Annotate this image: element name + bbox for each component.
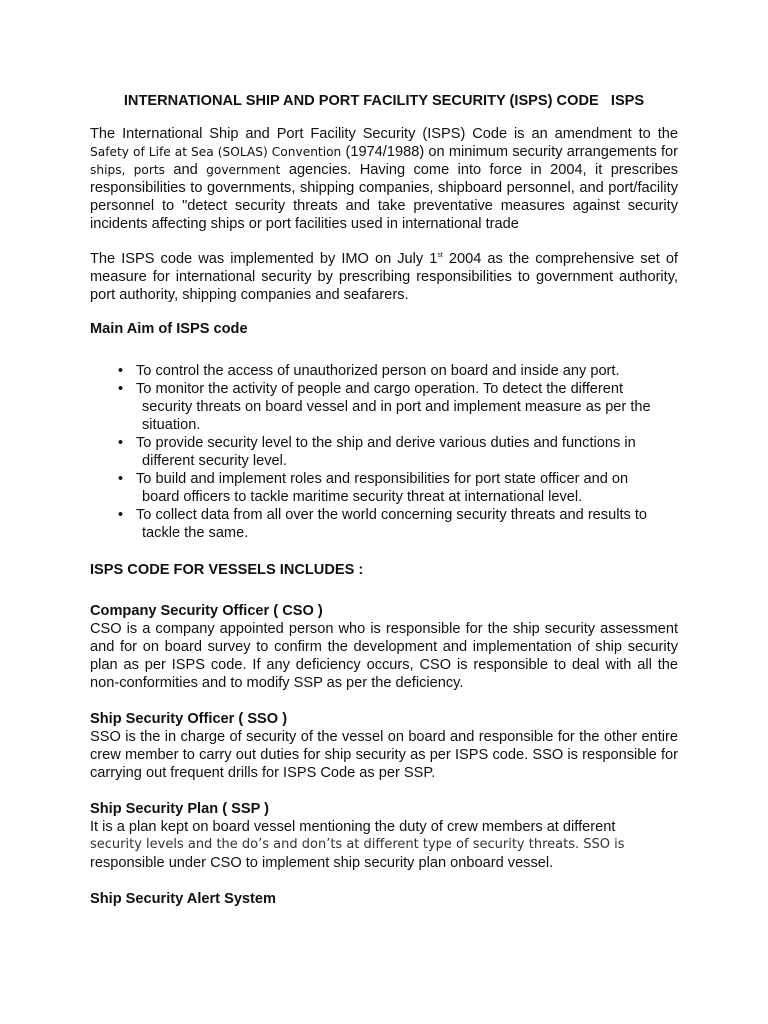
ports-link-text: ports: [133, 163, 165, 177]
ssp-heading: Ship Security Plan ( SSP ): [90, 801, 269, 817]
bullet-icon: •: [118, 507, 124, 523]
intro-text: The International Ship and Port Facility Security (ISPS) Code is an amendment to the: [90, 126, 678, 142]
bullet-icon: •: [118, 471, 124, 487]
ships-link-text: ships: [90, 163, 122, 177]
list-item-continuation: different security level.: [142, 453, 287, 469]
list-item: [90, 506, 678, 542]
bullet-icon: •: [118, 363, 124, 379]
list-item-continuation: security threats on board vessel and in port and implement measure as per the situation.: [142, 399, 651, 433]
ssp-text-line-1: It is a plan kept on board vessel mentioning the duty of crew members at different: [90, 819, 616, 835]
list-item: [90, 362, 678, 380]
list-item: [90, 434, 678, 470]
intro-paragraph-2: [90, 250, 678, 304]
bullet-icon: •: [118, 381, 124, 397]
main-aim-list: [90, 362, 678, 542]
bullet-icon: •: [118, 435, 124, 451]
list-item-text: To provide security level to the ship and derive various duties and functions in: [136, 435, 636, 451]
document-title: INTERNATIONAL SHIP AND PORT FACILITY SECURITY (ISPS) CODE ISPS: [123, 93, 645, 109]
solas-link-text: Safety of Life at Sea (SOLAS) Convention: [90, 145, 342, 159]
ssp-text-line-2: security levels and the do’s and don’ts at different type of security threats. SSO is: [90, 837, 625, 852]
government-link-text: government: [206, 163, 281, 177]
intro2-text: The ISPS code was implemented by IMO on July 1: [90, 251, 438, 267]
ssp-text-line-3: responsible under CSO to implement ship security plan onboard vessel.: [90, 855, 554, 871]
sso-section: [90, 710, 678, 782]
intro-text: and: [164, 162, 207, 178]
ordinal-suffix: st: [437, 252, 443, 260]
list-item: [90, 470, 678, 506]
cso-section: [90, 602, 678, 692]
ssas-heading: Ship Security Alert System: [90, 891, 276, 907]
list-item-continuation: tackle the same.: [142, 525, 249, 541]
intro-text: (1974/1988) on minimum security arrangements for: [341, 144, 678, 160]
list-item-text: To monitor the activity of people and cargo operation. To detect the different: [136, 381, 624, 397]
sso-heading: Ship Security Officer ( SSO ): [90, 711, 288, 727]
cso-heading: Company Security Officer ( CSO ): [90, 603, 323, 619]
intro-text: ,: [121, 163, 134, 177]
list-item-text: To build and implement roles and responsibilities for port state officer and on: [136, 471, 629, 487]
list-item: [90, 380, 678, 434]
cso-text: CSO is a company appointed person who is responsible for the ship security assessment and for on board survey to confirm the development and implementation of ship security plan as per ISPS code. If any deficiency occurs, CSO is responsible to deal with all the non-conformities and to modify SSP as per the deficiency.: [90, 621, 678, 691]
list-item-text: To control the access of unauthorized person on board and inside any port.: [136, 363, 620, 379]
list-item-text: To collect data from all over the world concerning security threats and results to: [136, 507, 648, 523]
list-item-continuation: board officers to tackle maritime security threat at international level.: [142, 489, 583, 505]
intro-paragraph-1: [90, 125, 678, 233]
sso-text: SSO is the in charge of security of the vessel on board and responsible for the other entire crew member to carry out duties for ship security as per ISPS code. SSO is responsible for carrying out frequent drills for ISPS Code as per SSP.: [90, 729, 678, 781]
ssp-section: [90, 800, 678, 872]
main-aim-heading: Main Aim of ISPS code: [90, 321, 248, 337]
vessels-heading: ISPS CODE FOR VESSELS INCLUDES :: [90, 562, 364, 578]
intro2-text: 2004 as the comprehensive set of measure for international security by prescribing responsibilities to government authority, port authority, shipping companies and seafarers.: [90, 251, 678, 303]
intro-text: agencies. Having come into force in 2004, it prescribes responsibilities to governments, shipping companies, shipboard personnel, and port/facility personnel to "detect security threats and take preventative measures against security incidents affecting ships or port facilities used in international trade: [90, 162, 679, 232]
